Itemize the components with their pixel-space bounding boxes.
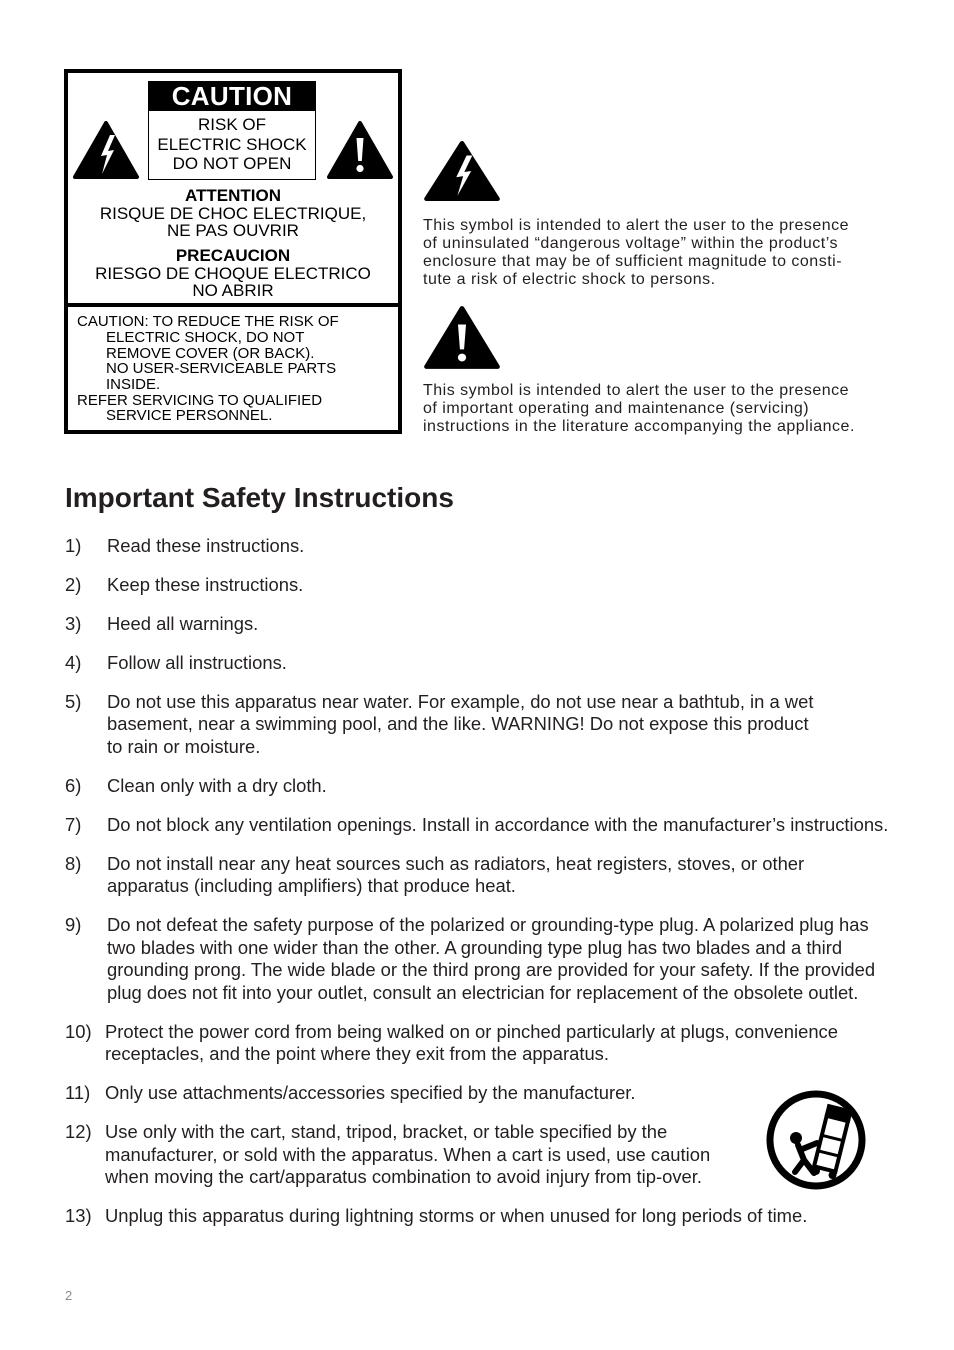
explanation-line: tute a risk of electric shock to persons.	[423, 271, 716, 288]
lightning-warning-icon	[72, 120, 140, 180]
item-text-line: Only use attachments/accessories specified by the manufacturer.	[105, 1082, 636, 1104]
spanish-line: RIESGO DE CHOQUE ELECTRICO	[95, 263, 371, 283]
notice-line: SERVICE PERSONNEL.	[106, 407, 273, 425]
warning-line: RISK OF	[197, 115, 266, 134]
french-line: NE PAS OUVRIR	[167, 221, 299, 241]
item-text-line: receptacles, and the point where they exit from the apparatus.	[105, 1043, 609, 1065]
lightning-warning-icon	[423, 140, 501, 202]
spanish-warning	[68, 247, 398, 300]
list-item	[65, 613, 905, 636]
item-number: 3)	[65, 612, 82, 634]
item-text	[105, 1205, 905, 1228]
item-text-line: apparatus (including amplifiers) that produce heat.	[107, 875, 516, 897]
notice-line: REMOVE COVER (OR BACK).	[106, 344, 315, 362]
item-text	[107, 535, 905, 558]
notice-line: REFER SERVICING TO QUALIFIED	[77, 391, 323, 409]
list-item	[65, 1205, 905, 1228]
explanation-line: instructions in the literature accompanying the appliance.	[423, 418, 855, 435]
item-number: 12)	[65, 1121, 92, 1143]
item-number: 9)	[65, 914, 82, 936]
item-text	[107, 613, 905, 636]
item-number: 13)	[65, 1205, 92, 1227]
item-text	[105, 1021, 905, 1066]
list-item	[65, 1021, 905, 1066]
label-divider	[68, 303, 398, 307]
item-number: 2)	[65, 573, 82, 595]
item-text	[107, 853, 905, 898]
warning-line: DO NOT OPEN	[172, 154, 292, 173]
item-text	[107, 914, 905, 1004]
spanish-line: NO ABRIR	[192, 281, 274, 301]
item-text	[107, 814, 905, 837]
item-number: 7)	[65, 813, 82, 835]
list-item	[65, 914, 905, 1004]
french-warning	[68, 187, 398, 240]
item-text	[107, 574, 905, 597]
list-item	[65, 652, 905, 675]
exclamation-warning-icon	[326, 120, 394, 180]
notice-line: NO USER-SERVICEABLE PARTS	[106, 360, 337, 378]
item-text-line: Do not defeat the safety purpose of the polarized or grounding-type plug. A polarized plug has	[107, 914, 869, 936]
exclamation-symbol-explanation	[423, 382, 855, 436]
item-text-line: to rain or moisture.	[107, 735, 261, 757]
explanation-line: of important operating and maintenance (servicing)	[423, 400, 810, 417]
item-text-line: when moving the cart/apparatus combination to avoid injury from tip-over.	[105, 1166, 702, 1188]
item-text-line: Read these instructions.	[107, 534, 305, 556]
lightning-symbol-explanation	[423, 217, 849, 289]
item-number: 1)	[65, 534, 82, 556]
french-line: RISQUE DE CHOC ELECTRIQUE,	[99, 203, 367, 223]
item-text	[107, 652, 905, 675]
item-number: 4)	[65, 651, 82, 673]
service-notice	[77, 314, 339, 424]
item-text	[107, 775, 905, 798]
exclamation-warning-icon	[423, 305, 501, 370]
caution-label	[64, 69, 402, 434]
list-item	[65, 853, 905, 898]
item-text-line: two blades with one wider than the other. A grounding type plug has two blades and a third	[107, 936, 843, 958]
item-text-line: Unplug this apparatus during lightning storms or when unused for long periods of time.	[105, 1205, 808, 1227]
shock-warning-box	[148, 111, 316, 180]
item-text-line: Keep these instructions.	[107, 573, 304, 595]
explanation-line: of uninsulated “dangerous voltage” within the product’s	[423, 235, 839, 252]
item-text-line: Do not use this apparatus near water. For example, do not use near a bathtub, in a wet	[107, 690, 814, 712]
list-item	[65, 535, 905, 558]
item-number: 5)	[65, 690, 82, 712]
page-number: 2	[65, 1288, 73, 1303]
item-text-line: manufacturer, or sold with the apparatus. When a cart is used, use caution	[105, 1143, 711, 1165]
item-text-line: Do not install near any heat sources such as radiators, heat registers, stoves, or other	[107, 852, 805, 874]
item-text	[107, 691, 905, 759]
item-text-line: plug does not fit into your outlet, consult an electrician for replacement of the obsolete outlet.	[107, 981, 859, 1003]
list-item	[65, 775, 905, 798]
item-number: 11)	[65, 1082, 91, 1104]
notice-line: CAUTION: TO REDUCE THE RISK OF	[77, 313, 339, 331]
list-item	[65, 691, 905, 759]
spanish-heading: PRECAUCION	[175, 246, 291, 266]
page-title: Important Safety Instructions	[65, 482, 454, 513]
caution-title: CAUTION	[148, 81, 316, 111]
item-text-line: Heed all warnings.	[107, 612, 259, 634]
explanation-line: This symbol is intended to alert the user to the presence	[423, 217, 850, 234]
french-heading: ATTENTION	[184, 186, 281, 205]
notice-line: INSIDE.	[106, 375, 161, 393]
item-text-line: Do not block any ventilation openings. Install in accordance with the manufacturer’s instructions.	[107, 813, 889, 835]
list-item	[65, 574, 905, 597]
item-text-line: basement, near a swimming pool, and the like. WARNING! Do not expose this product	[107, 713, 809, 735]
item-text-line: Protect the power cord from being walked on or pinched particularly at plugs, convenience	[105, 1020, 838, 1042]
explanation-line: This symbol is intended to alert the user to the presence	[423, 382, 850, 399]
item-text-line: grounding prong. The wide blade or the third prong are provided for your safety. If the provided	[107, 959, 876, 981]
item-number: 8)	[65, 852, 82, 874]
item-text-line: Clean only with a dry cloth.	[107, 774, 327, 796]
notice-line: ELECTRIC SHOCK, DO NOT	[106, 328, 305, 346]
item-number: 6)	[65, 774, 82, 796]
list-item	[65, 814, 905, 837]
item-number: 10)	[65, 1020, 92, 1042]
cart-tip-over-warning-icon	[760, 1088, 872, 1192]
item-text-line: Follow all instructions.	[107, 651, 287, 673]
explanation-line: enclosure that may be of sufficient magnitude to consti-	[423, 253, 843, 270]
warning-line: ELECTRIC SHOCK	[157, 134, 307, 154]
item-text-line: Use only with the cart, stand, tripod, bracket, or table specified by the	[105, 1121, 668, 1143]
